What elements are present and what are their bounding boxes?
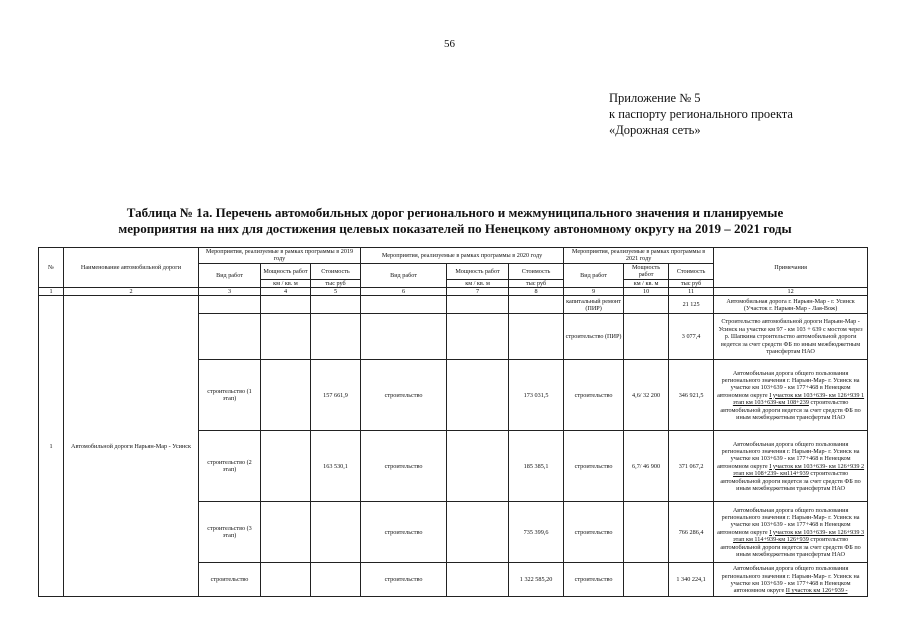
road-name: Автомобильной дороги Нарьян-Мар - Усинск — [64, 296, 199, 597]
capacity-2019 — [261, 431, 311, 502]
cost-2020 — [509, 296, 564, 314]
capacity-2021 — [624, 563, 669, 597]
cost-2020: 1 322 585,20 — [509, 563, 564, 597]
work-2021: строительство (ПИР) — [564, 314, 624, 360]
unit-capacity-2021: км / кв. м — [624, 279, 669, 287]
row-note-text: Автомобильная дорога общего пользования регионального значения г. Нарьян-Мар- г. Усинск на участке км 103+639 - км 177+468 в Ненецком автономном округе — [721, 565, 860, 595]
appendix-caption — [609, 90, 793, 138]
capacity-2020 — [447, 296, 509, 314]
header-cost-2020: Стоимость — [509, 263, 564, 279]
col-number: 9 — [564, 288, 624, 296]
work-2020: строительство — [361, 502, 447, 563]
capacity-2019 — [261, 502, 311, 563]
capacity-2021: 6,7/ 46 900 — [624, 431, 669, 502]
header-group-2021: Мероприятия, реализуемые в рамках программы в 2021 году — [564, 248, 714, 264]
work-2019: строительство (3 этап) — [199, 502, 261, 563]
work-2020: строительство — [361, 563, 447, 597]
header-capacity-2020: Мощность работ — [447, 263, 509, 279]
cost-2021: 346 921,5 — [669, 360, 714, 431]
header-notes: Примечания — [714, 248, 868, 288]
work-2019 — [199, 296, 261, 314]
row-note-text: Автомобильная дорога общего пользования регионального значения г. Нарьян-Мар- г. Усинск на участке км 103+639 - км 177+468 в Ненецком автономном округе — [717, 369, 860, 399]
col-number: 11 — [669, 288, 714, 296]
header-group-2020: Мероприятия, реализуемые в рамках программы в 2020 году — [361, 248, 564, 264]
col-number: 4 — [261, 288, 311, 296]
header-work-type-2019: Вид работ — [199, 263, 261, 287]
work-2021: строительство — [564, 360, 624, 431]
road-number: 1 — [39, 296, 64, 597]
table-title-line-1: Таблица № 1а. Перечень автомобильных дорог регионального и межмуниципального значения и планируемые — [126, 205, 784, 220]
col-number: 6 — [361, 288, 447, 296]
work-2019: строительство — [199, 563, 261, 597]
cost-2019 — [311, 296, 361, 314]
row-note-section: II участок км 126+939 - — [785, 587, 848, 595]
appendix-line-2: к паспорту регионального проекта — [609, 107, 793, 121]
capacity-2020 — [447, 563, 509, 597]
row-note-section: I участок км 103+639- км 126+939 3 этап км 114+939-км 126+939 — [732, 528, 865, 544]
col-number: 7 — [447, 288, 509, 296]
work-2021: капитальный ремонт (ПИР) — [564, 296, 624, 314]
row-note-funding: строительство автомобильной дороги ведется за счет средств ФБ по иным межбюджетным трансфертам НАО — [720, 470, 861, 492]
work-2020: строительство — [361, 360, 447, 431]
work-2019 — [199, 314, 261, 360]
row-note — [714, 360, 868, 431]
col-number: 10 — [624, 288, 669, 296]
capacity-2021 — [624, 296, 669, 314]
capacity-2021 — [624, 314, 669, 360]
row-note — [714, 563, 868, 597]
row-note — [714, 502, 868, 563]
work-2020: строительство — [361, 431, 447, 502]
capacity-2019 — [261, 360, 311, 431]
work-2021: строительство — [564, 563, 624, 597]
work-2020 — [361, 314, 447, 360]
table-title-line-2: мероприятия на них для достижения целевых показателей по Ненецкому автономному округу на 2019 – 2021 годы — [118, 221, 792, 236]
row-note-text: Автомобильная дорога общего пользования регионального значения г. Нарьян-Мар- г. Усинск на участке км 103+639 - км 177+468 в Ненецком автономном округе — [717, 440, 860, 470]
capacity-2020 — [447, 314, 509, 360]
unit-cost-2020: тыс руб — [509, 279, 564, 287]
col-number: 8 — [509, 288, 564, 296]
row-note-section: I участок км 103+639- км 126+939 1 этап км 103+639-км 108+239 — [732, 391, 865, 407]
unit-cost-2019: тыс руб — [311, 279, 361, 287]
header-capacity-2019: Мощность работ — [261, 263, 311, 279]
col-number: 5 — [311, 288, 361, 296]
capacity-2019 — [261, 314, 311, 360]
cost-2020: 173 031,5 — [509, 360, 564, 431]
capacity-2020 — [447, 431, 509, 502]
cost-2021: 21 125 — [669, 296, 714, 314]
cost-2019 — [311, 502, 361, 563]
appendix-line-1: Приложение № 5 — [609, 91, 701, 105]
header-capacity-2021: Мощность работ — [624, 263, 669, 279]
cost-2020 — [509, 314, 564, 360]
header-work-type-2020: Вид работ — [361, 263, 447, 287]
work-2021: строительство — [564, 431, 624, 502]
cost-2019: 163 530,1 — [311, 431, 361, 502]
capacity-2021 — [624, 502, 669, 563]
unit-capacity-2020: км / кв. м — [447, 279, 509, 287]
row-note — [714, 431, 868, 502]
cost-2019 — [311, 314, 361, 360]
row-note-funding: строительство автомобильной дороги ведется за счет средств ФБ по иным межбюджетным трансфертам НАО — [720, 399, 861, 421]
capacity-2020 — [447, 502, 509, 563]
col-number: 2 — [64, 288, 199, 296]
row-note: Автомобильная дорога г. Нарьян-Мар - г. Усинск (Участок г. Нарьян-Мар - Лая-Вож) — [714, 296, 868, 314]
header-cost-2019: Стоимость — [311, 263, 361, 279]
table-row — [39, 296, 868, 314]
row-note: Строительство автомобильной дороги Нарьян-Мар - Усинск на участке км 97 - км 103 + 639 с мостом через р. Шапкина строительство автомобильной дороги ведется за счет средств ФБ по иным межбюджетным трансфертам НАО — [714, 314, 868, 360]
work-2019: строительство (2 этап) — [199, 431, 261, 502]
cost-2021: 1 340 224,1 — [669, 563, 714, 597]
col-number: 1 — [39, 288, 64, 296]
cost-2021: 371 067,2 — [669, 431, 714, 502]
unit-capacity-2019: км / кв. м — [261, 279, 311, 287]
header-cost-2021: Стоимость — [669, 263, 714, 279]
work-2019: строительство (1 этап) — [199, 360, 261, 431]
capacity-2020 — [447, 360, 509, 431]
page-number: 56 — [444, 38, 455, 50]
table-title — [40, 205, 870, 237]
col-number: 3 — [199, 288, 261, 296]
header-num: № — [39, 248, 64, 288]
col-number: 12 — [714, 288, 868, 296]
column-numbers-row — [39, 288, 868, 296]
cost-2021: 3 077,4 — [669, 314, 714, 360]
capacity-2019 — [261, 296, 311, 314]
row-note-section: I участок км 103+639- км 126+939 2 этап км 108+239- км114+939 — [732, 462, 865, 478]
capacity-2019 — [261, 563, 311, 597]
cost-2019 — [311, 563, 361, 597]
roads-table — [38, 247, 868, 597]
header-work-type-2021: Вид работ — [564, 263, 624, 287]
row-note-funding: строительство автомобильной дороги ведется за счет средств ФБ по иным межбюджетным трансфертам НАО — [720, 536, 861, 558]
cost-2020: 185 385,1 — [509, 431, 564, 502]
appendix-line-3: «Дорожная сеть» — [609, 123, 701, 137]
capacity-2021: 4,6/ 32 200 — [624, 360, 669, 431]
work-2021: строительство — [564, 502, 624, 563]
cost-2021: 766 286,4 — [669, 502, 714, 563]
header-road-name: Наименование автомобильной дороги — [64, 248, 199, 288]
row-note-text: Автомобильная дорога общего пользования регионального значения г. Нарьян-Мар- г. Усинск на участке км 103+639 - км 177+468 в Ненецком автономном округе — [717, 506, 860, 536]
header-row-groups — [39, 248, 868, 264]
work-2020 — [361, 296, 447, 314]
cost-2019: 157 661,9 — [311, 360, 361, 431]
header-group-2019: Мероприятия, реализуемые в рамках программы в 2019 году — [199, 248, 361, 264]
unit-cost-2021: тыс руб — [669, 279, 714, 287]
cost-2020: 735 399,6 — [509, 502, 564, 563]
